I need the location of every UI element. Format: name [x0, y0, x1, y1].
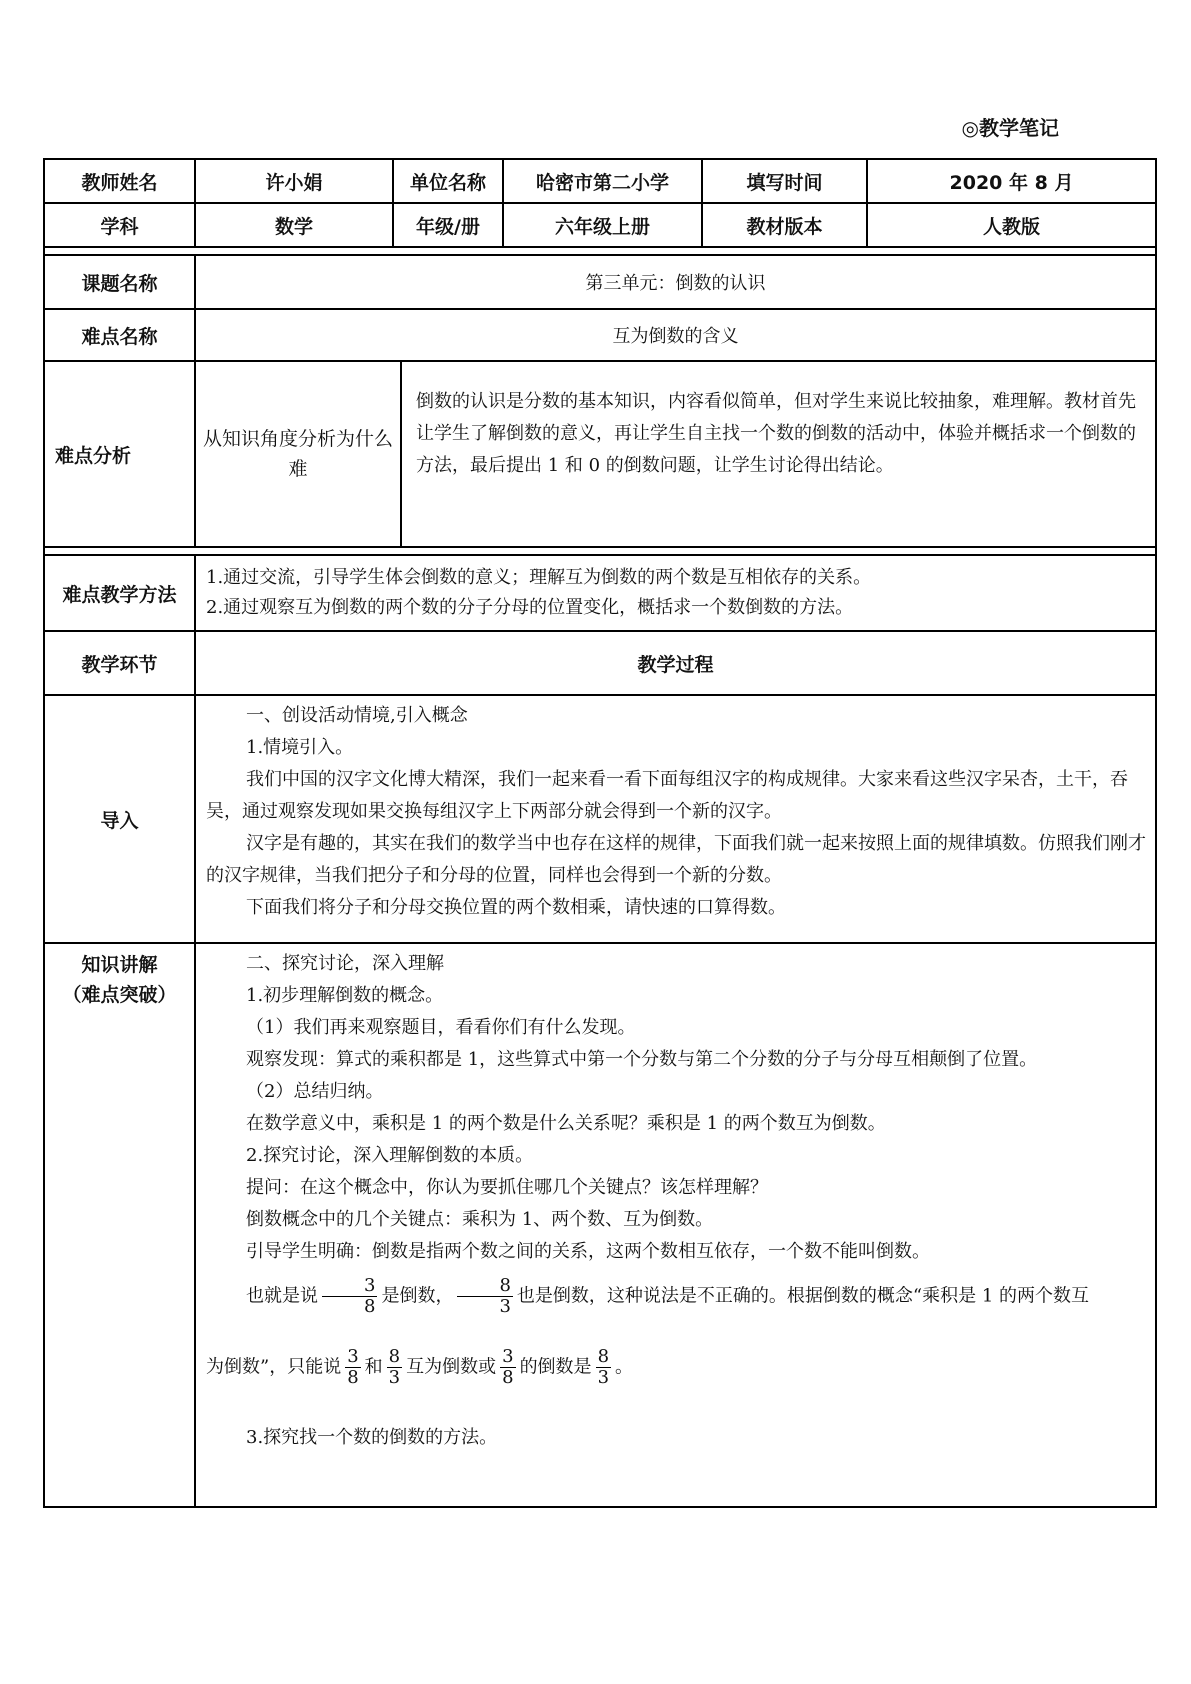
teaching-notes-header: ◎教学笔记 — [961, 116, 1059, 140]
knowledge-line: （2）总结归纳。 — [246, 1081, 384, 1102]
topic-row — [44, 255, 1156, 309]
process-label: 教学环节 — [44, 631, 195, 695]
knowledge-label: 知识讲解 — [81, 954, 158, 976]
teacher-value: 许小娟 — [195, 159, 393, 203]
difficulty-value: 互为倒数的含义 — [195, 309, 1156, 361]
subject-label: 学科 — [44, 203, 195, 247]
topic-value: 第三单元：倒数的认识 — [195, 255, 1156, 309]
method-row — [44, 555, 1156, 631]
process-header-row — [44, 631, 1156, 695]
fraction-8-3: $\frac{8}{3}$ — [388, 1346, 401, 1388]
lesson-plan-table — [43, 158, 1157, 1508]
fraction-sentence-1 — [206, 1276, 1147, 1317]
intro-line: 一、创设活动情境,引入概念 — [246, 705, 468, 726]
intro-line: 我们中国的汉字文化博大精深，我们一起来看一看下面每组汉字的构成规律。大家来看这些汉字呆杏，土干，吞吴，通过观察发现如果交换每组汉字上下两部分就会得到一个新的汉字。 — [206, 769, 1128, 822]
analysis-sub-label: 从知识角度分析为什么难 — [196, 362, 402, 546]
knowledge-line: 观察发现：算式的乘积都是 1，这些算式中第一个分数与第二个分数的分子与分母互相颠倒了位置。 — [246, 1049, 1038, 1070]
knowledge-sub-label: （难点突破） — [62, 984, 177, 1006]
info-row-2 — [44, 203, 1156, 247]
analysis-label: 难点分析 — [44, 361, 195, 547]
edition-value: 人教版 — [867, 203, 1156, 247]
edition-label: 教材版本 — [702, 203, 867, 247]
topic-label: 课题名称 — [44, 255, 195, 309]
fraction-3-8: $\frac{3}{8}$ — [347, 1346, 359, 1388]
time-value: 2020 年 8 月 — [867, 159, 1156, 203]
knowledge-line: 在数学意义中，乘积是 1 的两个数是什么关系呢？乘积是 1 的两个数互为倒数。 — [246, 1113, 886, 1134]
intro-line: 1.情境引入。 — [246, 737, 354, 758]
fraction-3-8: $\frac{3}{8}$ — [322, 1276, 377, 1317]
unit-value: 哈密市第二小学 — [503, 159, 702, 203]
teacher-label: 教师姓名 — [44, 159, 195, 203]
sentence-text: 也是倒数，这种说法是不正确的。根据倒数的概念“乘积是 1 的两个数互 — [516, 1285, 1090, 1307]
sentence-text: 。 — [615, 1356, 634, 1378]
grade-label: 年级/册 — [393, 203, 503, 247]
fraction-3-8: $\frac{3}{8}$ — [502, 1346, 514, 1388]
knowledge-line: 2.探究讨论，深入理解倒数的本质。 — [246, 1145, 534, 1166]
knowledge-line: 引导学生明确：倒数是指两个数之间的关系，这两个数相互依存，一个数不能叫倒数。 — [246, 1241, 930, 1262]
method-line-1: 1.通过交流，引导学生体会倒数的意义；理解互为倒数的两个数是互相依存的关系。 — [206, 567, 872, 588]
intro-line: 汉字是有趣的，其实在我们的数学当中也存在这样的规律，下面我们就一起来按照上面的规律填数。仿照我们刚才的汉字规律，当我们把分子和分母的位置，同样也会得到一个新的分数。 — [206, 833, 1146, 886]
knowledge-line: 提问：在这个概念中，你认为要抓住哪几个关键点？该怎样理解？ — [246, 1177, 768, 1198]
fraction-sentence-2 — [206, 1347, 1147, 1388]
sentence-text: 和 — [364, 1356, 383, 1378]
method-line-2: 2.通过观察互为倒数的两个数的分子分母的位置变化，概括求一个数倒数的方法。 — [206, 597, 854, 618]
analysis-text: 倒数的认识是分数的基本知识，内容看似简单，但对学生来说比较抽象，难理解。教材首先让学生了解倒数的意义，再让学生自主找一个数的倒数的活动中，体验并概括求一个倒数的方法，最后提出 1 和 0 的倒数问题，让学生讨论得出结论。 — [416, 391, 1136, 476]
knowledge-line: 1.初步理解倒数的概念。 — [246, 985, 444, 1006]
sentence-text: 的倒数是 — [519, 1356, 592, 1378]
lesson-plan-sheet — [43, 158, 1155, 1508]
knowledge-line: 倒数概念中的几个关键点：乘积为 1、两个数、互为倒数。 — [246, 1209, 714, 1230]
intro-label: 导入 — [44, 695, 195, 943]
difficulty-label: 难点名称 — [44, 309, 195, 361]
knowledge-row — [44, 943, 1156, 1507]
unit-label: 单位名称 — [393, 159, 503, 203]
grade-value: 六年级上册 — [503, 203, 702, 247]
knowledge-line: 二、探究讨论，深入理解 — [246, 953, 444, 974]
knowledge-last-line: 3.探究找一个数的倒数的方法。 — [246, 1427, 498, 1448]
knowledge-line: （1）我们再来观察题目，看看你们有什么发现。 — [246, 1017, 636, 1038]
subject-value: 数学 — [195, 203, 393, 247]
time-label: 填写时间 — [702, 159, 867, 203]
process-value: 教学过程 — [195, 631, 1156, 695]
intro-row — [44, 695, 1156, 943]
fraction-8-3: $\frac{8}{3}$ — [597, 1346, 610, 1388]
intro-line: 下面我们将分子和分母交换位置的两个数相乘，请快速的口算得数。 — [246, 897, 786, 918]
analysis-row — [44, 361, 1156, 547]
sentence-text: 是倒数， — [381, 1285, 454, 1307]
sentence-text: 为倒数”，只能说 — [206, 1356, 342, 1378]
sentence-text: 互为倒数或 — [406, 1356, 497, 1378]
sentence-text: 也就是说 — [246, 1285, 318, 1307]
info-row-1 — [44, 159, 1156, 203]
fraction-8-3: $\frac{8}{3}$ — [457, 1276, 512, 1317]
difficulty-row — [44, 309, 1156, 361]
method-label: 难点教学方法 — [44, 555, 195, 631]
